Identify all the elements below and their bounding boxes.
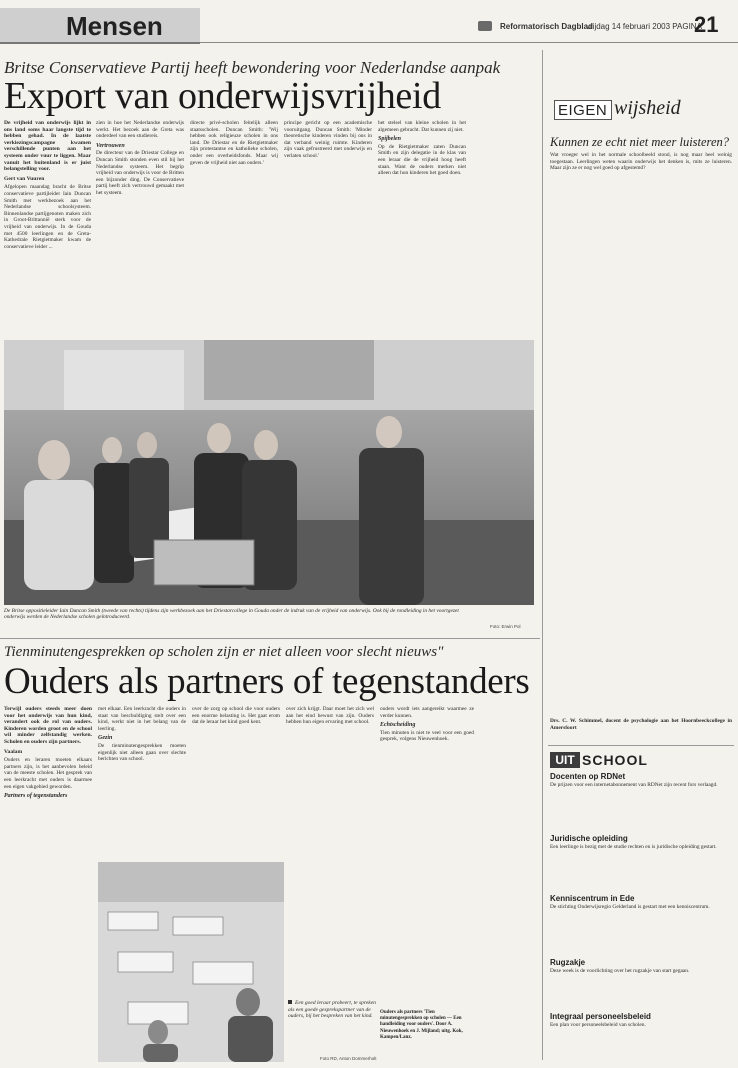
article2-info-text: Ouders als partners 'Tien minutengesprekken op scholen — Een handleiding voor ouders'. Door A. Nieuwenhoek en J. Mijland; uitg. Kok, Kampen/Lanz. — [380, 1010, 463, 1040]
article2-col5 — [380, 706, 474, 1006]
article2-byline: Vaalam — [4, 748, 23, 755]
wijsheid-logo-text: wijsheid — [614, 97, 681, 119]
uitschool-body-1 — [550, 782, 732, 828]
article1-byline: Gert van Vuuren — [4, 175, 45, 182]
opinion-body-text: Wat vroeger wel in het normale schoolbeeld stond, is nog maar heel weinig toegestaan. Leerlingen weten waarin onderwijs het denken is, mits ze luisteren. Maar zijn ze er nog wel goed op afgestemd? — [550, 152, 732, 172]
article2-col1-text: Ouders en leraren moeten elkaars partners zijn, is het aanbevolen beleid van de meeste scholen. Het gesprek van een leerkracht met ouders is daarmee een eigen vakgebied geworden. — [4, 757, 92, 790]
article1-col5-text: het stelsel van kleine scholen in het algemeen gebracht. Dat kunnen zij niet. — [378, 120, 466, 133]
article1-sub-spijbelen: Spijbelen — [378, 136, 402, 143]
article2-col2-text: met elkaar. Een leerkracht die ouders in staat van beschuldiging stelt over een kind, werkt niet in het belang van de leerling. — [98, 706, 186, 732]
uitschool-body-5 — [550, 1022, 732, 1062]
article2-col5-text: ouders wordt iets aangereikt waarmee ze verder kunnen. — [380, 706, 474, 719]
article1-lead: De vrijheid van onderwijs lijkt in ons land soms haar langste tijd te hebben gehad. In de laatste verkiezingscampagne kwamen verschillende punten aan het systeem onder vuur te liggen. Maar vanuit het buitenland is er juist belangstelling voor. — [4, 120, 91, 173]
masthead-rule — [200, 42, 738, 43]
article2-sub-echtscheiding: Echtscheiding — [380, 722, 416, 729]
group-photo-image — [4, 340, 534, 605]
uitschool-body-2-text: Een leerlinge is bezig met de studie rechten en is juridische opleiding gestart. — [550, 844, 717, 850]
date-line: vrijdag 14 februari 2003 PAGINA — [586, 22, 702, 31]
paper-name: Reformatorisch Dagblad — [500, 22, 593, 31]
article1-col1-text: Afgelopen maandag bracht de Britse conservatieve partijleider Iain Duncan Smith met werkbezoek aan het Nederlandse schoolsysteem. Binnenlandse partijgenoten maken zich in Groot-Brittannië sterk voor de vrijheid van onderwijs. In de Gouda met 4500 leerlingen en de Greta-Kathedrale Rietgietmaker kwam de conservatieve leider ... — [4, 184, 91, 250]
eigen-logo-box — [554, 100, 612, 120]
paper-logo-icon — [478, 21, 492, 31]
article1-col3-text: directe privé-scholen feitelijk alleen staatsscholen. Duncan Smith: 'Wij hebben ook religieuze scholen in ons land. De Driestar en de Rietgietmaker zijn protestantse en katholieke scholen, onder een overheidsfonds. Maar wij geven de vrijheid niet aan ouders.' — [190, 120, 278, 166]
eigen-logo-text: EIGEN — [558, 102, 608, 119]
article2-photo — [98, 862, 284, 1062]
uitschool-heading-2: Juridische opleiding — [550, 834, 628, 843]
section-title: Mensen — [66, 11, 163, 41]
article2-sub-partners: Partners of tegenstanders — [4, 793, 68, 800]
article2-quote — [288, 1000, 376, 1020]
article1-kicker: Britse Conservatieve Partij heeft bewondering voor Nederlandse aanpak — [4, 58, 501, 77]
masthead — [0, 8, 738, 48]
uitschool-body-4 — [550, 968, 732, 1008]
article1-caption: De Britse oppositieleider Iain Duncan Smith (tweede van rechts) tijdens zijn werkbezoek aan het Driestarcollege in Gouda onder de indruk van de vrijheid van onderwijs. Ook bij de rondleiding in het voortgezet onderwijs werden de Nederlandse scholen geïntroduceerd. — [4, 608, 459, 621]
article2-col3 — [192, 706, 280, 856]
article2-col4 — [286, 706, 374, 996]
uitschool-body-4-text: Deze week is de voorlichting over het rugzakje van start gegaan. — [550, 968, 690, 974]
article2-col3-text: over de zorg op school die voor ouders een enorme belasting is. Het gaat erom dat de leraar het kind goed kent. — [192, 706, 280, 726]
uitschool-heading-3: Kenniscentrum in Ede — [550, 894, 635, 903]
opinion-title: Kunnen ze echt niet meer luisteren? — [550, 135, 730, 149]
article1-col5b-text: Op de Rietgietmaker zaten Duncan Smith en zijn delegatie in de klas van een leraar die de vrijheid hoog heeft staan. Want de ouders merken niet alleen dat hun kinderen het goed doen. — [378, 143, 466, 177]
uitschool-divider — [548, 745, 734, 746]
uitschool-body-3 — [550, 904, 732, 954]
article2-lead: Terwijl ouders steeds meer doen voor het onderwijs van hun kind, verandert ook de rol van ouders. Kinderen worden groot en de school wil minder zelfstandig werken. Scholen en ouders zijn partners. — [4, 706, 92, 745]
article2-kicker: Tienminutengesprekken op scholen zijn er niet alleen voor slecht nieuws" — [4, 644, 444, 660]
article2-col2b-text: De tienminutengesprekken moeten eigenlijk niet alleen gaan over slechte berichten van school. — [98, 742, 186, 763]
opinion-body — [550, 152, 732, 712]
article1-col4 — [284, 120, 372, 335]
uitschool-logo-school: SCHOOL — [582, 752, 648, 768]
article2-quote-text: Een goed leraar probeert, te spreken als een goede gesprekspartner van de ouders, bij het bespreken van het kind. — [288, 1000, 376, 1019]
article1-photo — [4, 340, 534, 605]
article1-headline: Export van onderwijsvrijheid — [4, 75, 441, 117]
uitschool-body-2 — [550, 844, 732, 890]
section-divider — [0, 638, 540, 639]
article2-col5b-text: Tien minuten is niet te veel voor een goed gesprek, volgens Nieuwenhoek. — [380, 729, 474, 743]
article1-col2b-text: De directeur van de Driestar College en Duncan Smith stonden even stil bij het Nederlandse systeem. Het begrip vrijheid van onderwijs is voor de Britten een bijzonder ding. De Conservatieve partij heeft zich vertrouwd gemaakt met het systeem. — [96, 150, 184, 196]
article2-col1 — [4, 706, 92, 1062]
article2-headline: Ouders als partners of tegenstanders — [4, 661, 530, 702]
article1-col2 — [96, 120, 184, 335]
article2-col4-text: over zich krijgt. Daar moet het zich wel aan het eind bewust van zijn. Ouders hebben hun eigen ervaring met school. — [286, 706, 374, 726]
opinion-author — [550, 718, 732, 742]
column-divider — [542, 50, 543, 1060]
article1-col3 — [190, 120, 278, 335]
opinion-author-text: Drs. C. W. Schimmel, docent de psychologie aan het Hoornbeeckcollege in Amersfoort — [550, 718, 732, 731]
classroom-photo-image — [98, 862, 284, 1062]
article1-col1 — [4, 120, 91, 335]
article2-sub-gezin: Gezin — [98, 735, 113, 742]
uitschool-body-1-text: De prijzen voor een internetabonnement van RDNet zijn recent fors verlaagd. — [550, 782, 718, 788]
uitschool-heading-4: Rugzakje — [550, 958, 586, 967]
article1-col2-text: zien in hoe het Nederlandse onderwijs werkt. Het bezoek aan de Greta was onderdeel van een studiereis. — [96, 120, 184, 140]
article1-photo-credit: Foto: Erwin Pol — [490, 624, 521, 629]
uitschool-body-3-text: De stichting Onderwijsregio Gelderland is gestart met een kenniscentrum. — [550, 904, 710, 910]
article1-col5 — [378, 120, 466, 335]
page-number: 21 — [694, 12, 719, 37]
article2-photo-credit: Foto RD, Anton Dommerholt — [320, 1056, 377, 1061]
article2-col2 — [98, 706, 186, 856]
uitschool-logo-uit: UIT — [550, 752, 580, 768]
quote-bullet-icon — [288, 1000, 292, 1004]
article1-sub-vertrouwen: Vertrouwen — [96, 142, 125, 149]
section-tab — [0, 8, 200, 44]
uitschool-heading-5: Integraal personeelsbeleid — [550, 1012, 651, 1021]
uitschool-body-5-text: Een plan voor personeelsbeleid van scholen. — [550, 1022, 646, 1028]
article2-info-box — [380, 1010, 474, 1041]
uitschool-heading-1: Docenten op RDNet — [550, 772, 626, 781]
article1-col4-text: principe gericht op een academische vooruitgang. Duncan Smith: 'Minder theoretische kinderen vinden bij ons in dat verband weinig ruimte. Kinderen zijn vaak gefrustreerd met onderwijs en verlaten school.' — [284, 120, 372, 159]
